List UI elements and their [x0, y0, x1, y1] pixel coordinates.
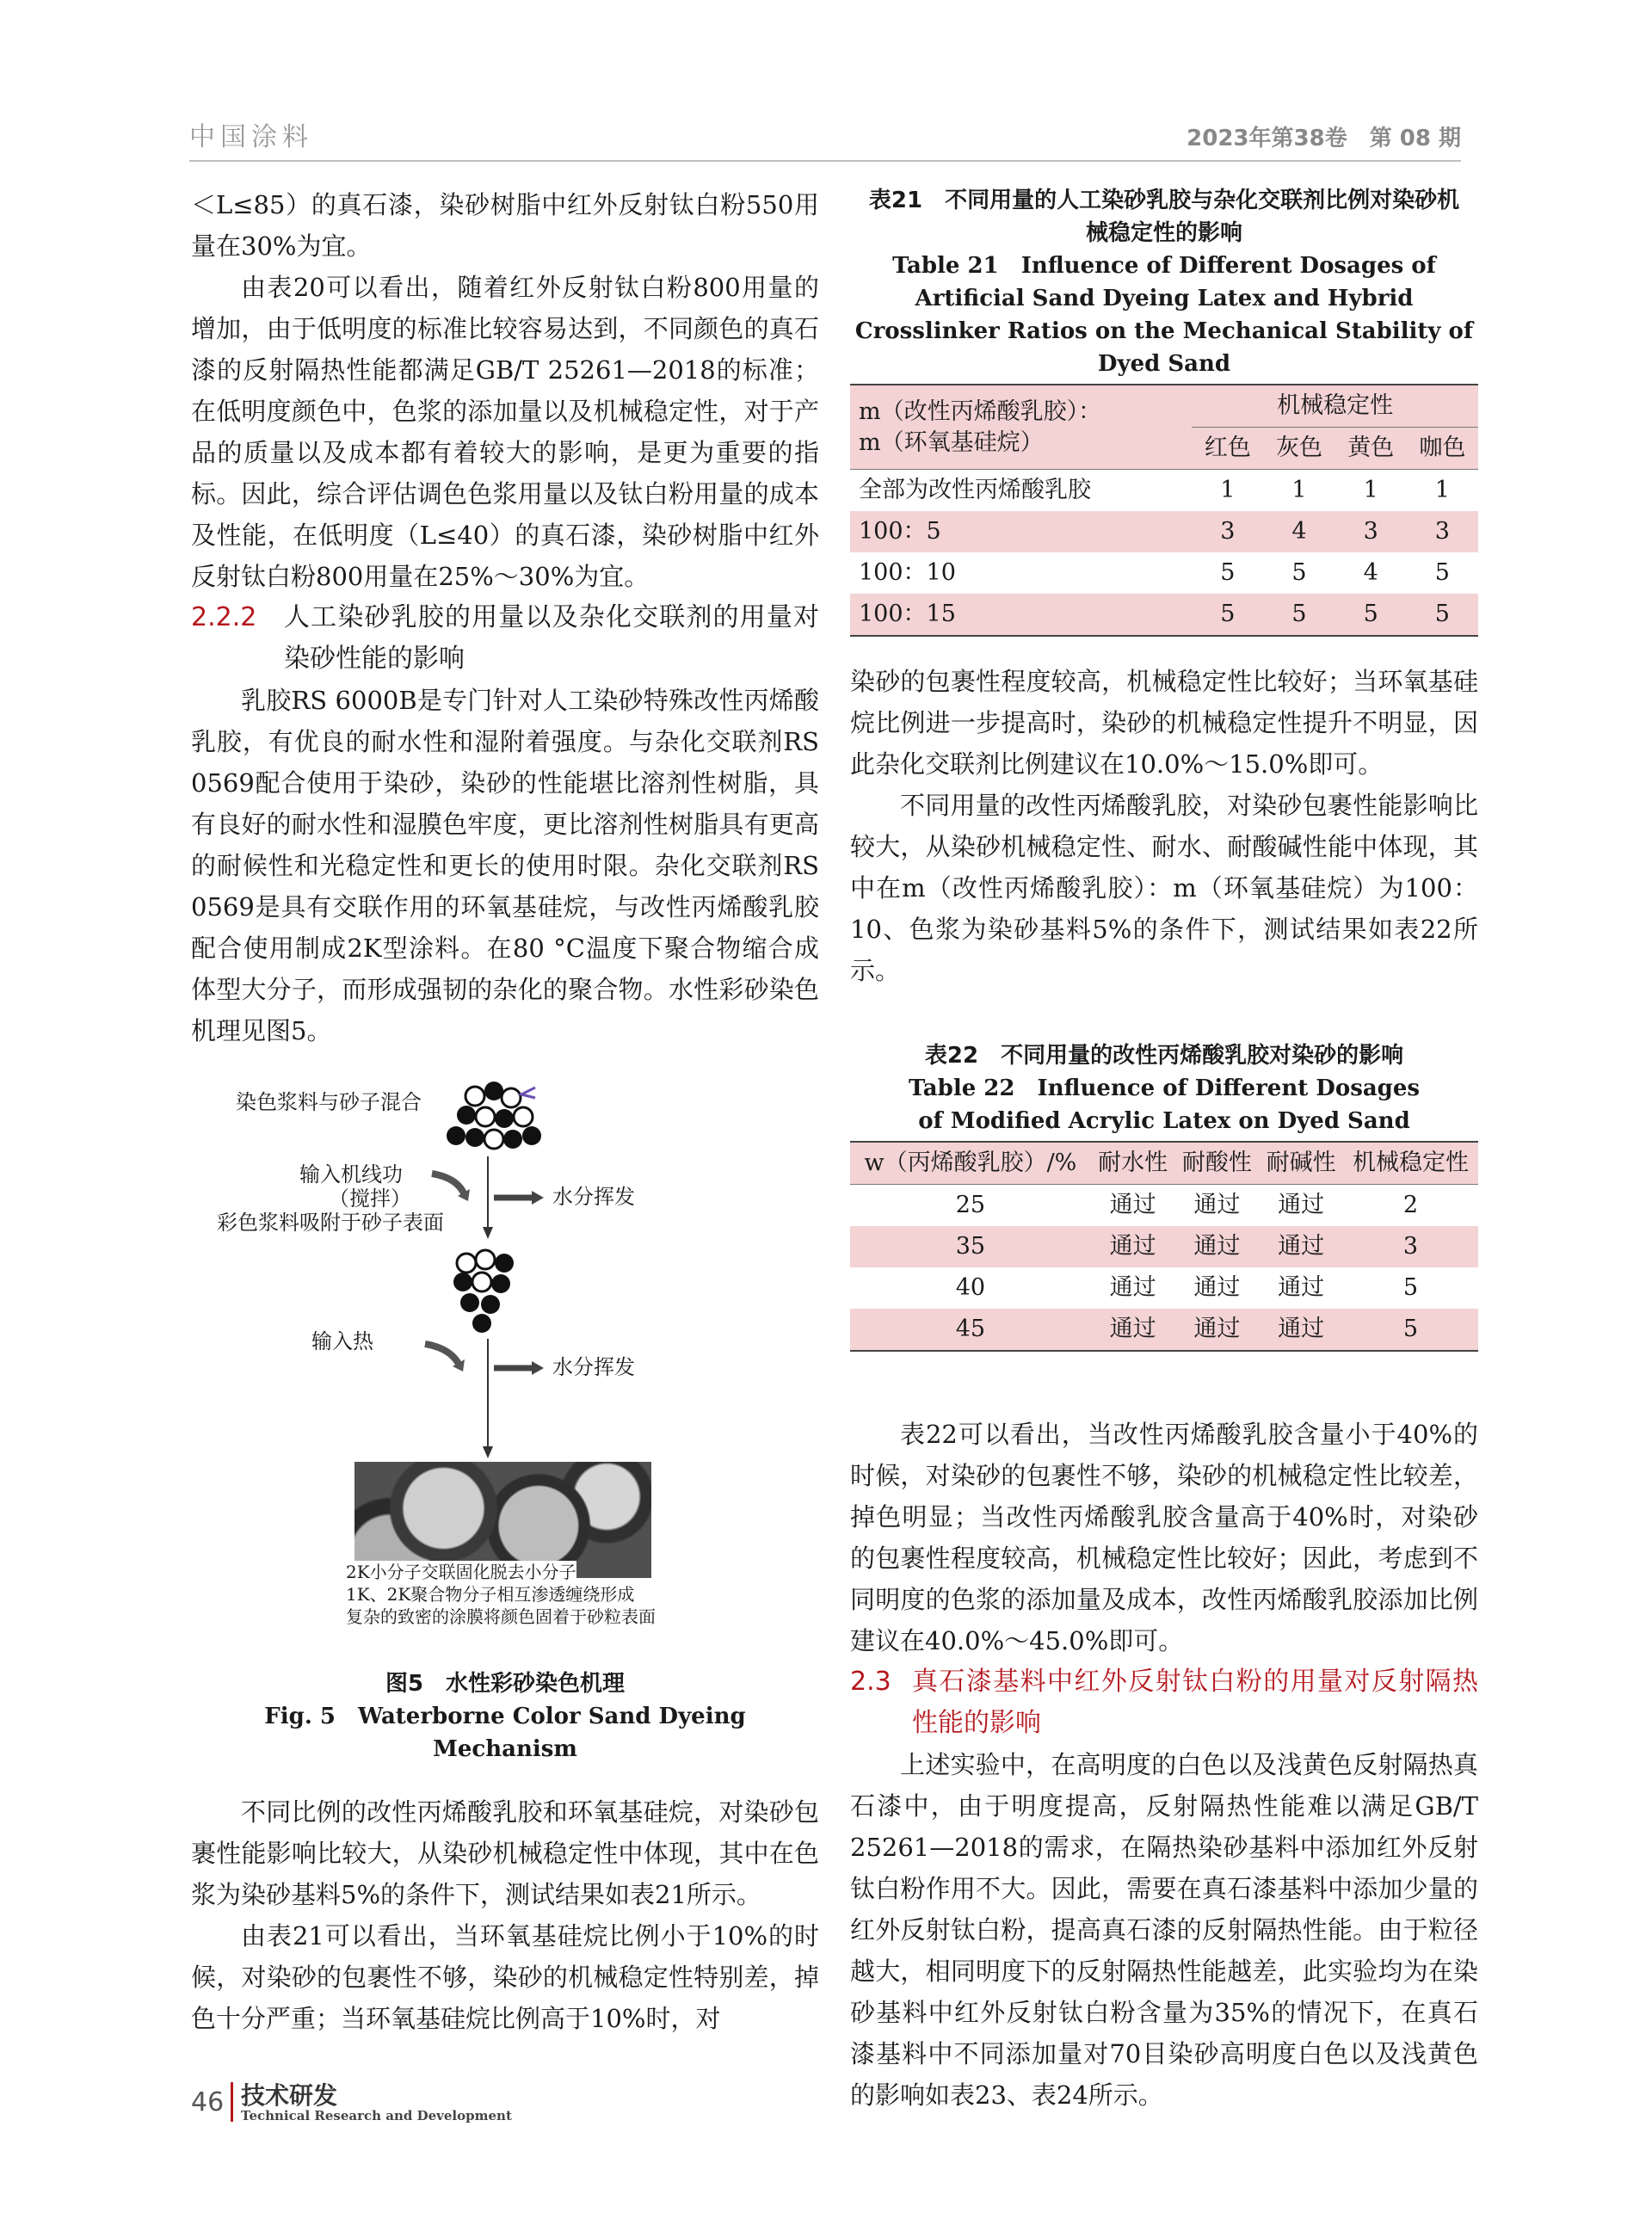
mechanism-diagram: [191, 1070, 819, 1466]
left-column: [191, 184, 819, 2039]
page-number: 46: [191, 2087, 225, 2117]
table22-col: 机械稳定性: [1343, 1142, 1478, 1185]
figure-5: [191, 1070, 819, 1664]
paragraph: 上述实验中，在高明度的白色以及浅黄色反射隔热真石漆中，由于明度提高，反射隔热性能难以满足GB/T 25261—2018的需求，在隔热染砂基料中添加红外反射钛白粉作用不大。因此，需要在真石漆基料中添加少量的红外反射钛白粉，提高真石漆的反射隔热性能。由于粒径越大，相同明度下的反射隔热性能越差，此实验均为在染砂基料中红外反射钛白粉含量为35%的情况下，在真石漆基料中不同添加量对70目染砂高明度白色以及浅黄色的影响如表23、表24所示。: [850, 1750, 1478, 2110]
table21-col: 黄色: [1335, 428, 1407, 470]
label-heat: 输入热: [311, 1329, 373, 1353]
section-heading: [850, 1661, 1478, 1744]
table21-caption-cn: 表21 不同用量的人工染砂乳胶与杂化交联剂比例对染砂机械稳定性的影响: [868, 188, 1460, 246]
table-21: [850, 384, 1478, 637]
figure-caption-cn: 图5 水性彩砂染色机理: [385, 1671, 626, 1697]
table-cell: 通过: [1193, 1274, 1241, 1301]
table-row: [850, 594, 1478, 636]
table-row: [850, 552, 1478, 594]
table-row: [850, 1309, 1478, 1351]
table-cell: 45: [850, 1309, 1091, 1351]
table-row: [850, 1226, 1478, 1267]
paragraph: ＜L≤85）的真石漆，染砂树脂中红外反射钛白粉550用量在30%为宜。: [191, 190, 819, 261]
footer-section-en: Technical Research and Development: [241, 2108, 512, 2123]
table-cell: 5: [1407, 594, 1478, 636]
table21-caption-en: Table 21 Influence of Different Dosages of Artificial Sand Dyeing Latex and Hybrid Crosslinker Ratios on the Mechanical Stability of Dyed Sand: [854, 253, 1474, 377]
table-cell: 40: [955, 1274, 986, 1301]
table-cell: 5: [1220, 559, 1236, 586]
table21-col: 灰色: [1263, 428, 1335, 470]
table21-header-ratio: [850, 385, 1192, 470]
paragraph: 染砂的包裹性程度较高，机械稳定性比较好；当环氧基硅烷比例进一步提高时，染砂的机械稳定性提升不明显，因此杂化交联剂比例建议在10.0%～15.0%即可。: [850, 667, 1478, 779]
table-cell: 1: [1220, 477, 1236, 503]
table-cell: 5: [1335, 594, 1407, 636]
section-number: 2.3: [850, 1667, 891, 1697]
label-evap-1: 水分挥发: [552, 1185, 635, 1209]
caption-line-3: 复杂的致密的涂膜将颜色固着于砂粒表面: [346, 1606, 656, 1627]
paragraph: 不同用量的改性丙烯酸乳胶，对染砂包裹性能影响比较大，从染砂机械稳定性、耐水、耐酸碱性能中体现，其中在m（改性丙烯酸乳胶）：m（环氧基硅烷）为100：10、色浆为染砂基料5%的条件下，测试结果如表22所示。: [850, 791, 1478, 985]
table-cell: 通过: [1259, 1226, 1343, 1267]
label-evap-2: 水分挥发: [552, 1355, 635, 1379]
table22-col: 耐碱性: [1259, 1142, 1343, 1185]
table-cell: 1: [1434, 477, 1450, 503]
section-heading: [191, 597, 819, 680]
table-cell: 通过: [1278, 1274, 1325, 1301]
table-cell: 4: [1263, 511, 1335, 552]
paragraph: 由表21可以看出，当环氧基硅烷比例小于10%的时候，对染砂的包裹性不够，染砂的机械稳定性特别差，掉色十分严重；当环氧基硅烷比例高于10%时，对: [191, 1921, 819, 2033]
header-rule: [189, 160, 1461, 162]
sand-cluster-top: [447, 1082, 541, 1149]
table-cell: 1: [1363, 477, 1378, 503]
table-cell: 通过: [1175, 1226, 1260, 1267]
table21-col: 红色: [1192, 428, 1263, 470]
table-cell: 1: [1291, 477, 1307, 503]
table-cell: 3: [1335, 511, 1407, 552]
table22-caption-cn: 表22 不同用量的改性丙烯酸乳胶对染砂的影响: [924, 1043, 1404, 1069]
table-cell: 通过: [1109, 1274, 1156, 1301]
table-cell: 35: [850, 1226, 1091, 1267]
table22-caption-en: Table 22 Influence of Different Dosages of Modified Acrylic Latex on Dyed Sand: [908, 1076, 1421, 1134]
table22-col: 耐水性: [1091, 1142, 1175, 1185]
table21-header-ratio-a: m（改性丙烯酸乳胶）：: [859, 398, 1102, 425]
paragraph: 不同比例的改性丙烯酸乳胶和环氧基硅烷，对染砂包裹性能影响比较大，从染砂机械稳定性中体现，其中在色浆为染砂基料5%的条件下，测试结果如表21所示。: [191, 1797, 819, 1909]
figure-caption-en: Fig. 5 Waterborne Color Sand Dyeing Mechanism: [264, 1704, 746, 1762]
table22-col: w（丙烯酸乳胶）/%: [850, 1142, 1091, 1185]
table-cell: 通过: [1175, 1309, 1260, 1351]
table-cell: 全部为改性丙烯酸乳胶: [859, 477, 1091, 503]
table-cell: 通过: [1109, 1192, 1156, 1218]
table-cell: 通过: [1091, 1309, 1175, 1351]
table-cell: 100：15: [850, 594, 1192, 636]
table21-header-group: 机械稳定性: [1192, 385, 1478, 428]
table-cell: 通过: [1278, 1192, 1325, 1218]
table-cell: 100：10: [859, 559, 956, 586]
table-cell: 5: [1434, 559, 1450, 586]
table-cell: 5: [1263, 594, 1335, 636]
section-title: 人工染砂乳胶的用量以及杂化交联剂的用量对染砂性能的影响: [284, 602, 819, 674]
table-cell: 4: [1363, 559, 1378, 586]
table-cell: 5: [1402, 1274, 1419, 1301]
label-input-mech: 输入机线功: [299, 1162, 403, 1186]
caption-line-1: 2K小分子交联固化脱去小分子: [346, 1562, 576, 1582]
paragraph: 表22可以看出，当改性丙烯酸乳胶含量小于40%的时候，对染砂的包裹性不够，染砂的机械稳定性比较差，掉色明显；当改性丙烯酸乳胶含量高于40%时，对染砂的包裹性程度较高，机械稳定性比较好；因此，考虑到不同明度的色浆的添加量及成本，改性丙烯酸乳胶添加比例建议在40.0%～45.0%即可。: [850, 1420, 1478, 1655]
paragraph: 乳胶RS 6000B是专门针对人工染砂特殊改性丙烯酸乳胶，有优良的耐水性和湿附着强度。与杂化交联剂RS 0569配合使用于染砂，染砂的性能堪比溶剂性树脂，具有良好的耐水性和湿膜色牢度，更比溶剂性树脂具有更高的耐候性和光稳定性和更长的使用时限。杂化交联剂RS 0569是具有交联作用的环氧基硅烷，与改性丙烯酸乳胶配合使用制成2K型涂料。在80 °C温度下聚合物缩合成体型大分子，而形成强韧的杂化的聚合物。水性彩砂染色机理见图5。: [191, 686, 819, 1045]
section-title: 真石漆基料中红外反射钛白粉的用量对反射隔热性能的影响: [912, 1667, 1478, 1738]
table-cell: 3: [1192, 511, 1263, 552]
label-adsorb: 彩色浆料吸附于砂子表面: [217, 1211, 444, 1235]
footer-divider: [231, 2082, 233, 2122]
table-cell: 3: [1343, 1226, 1478, 1267]
right-column: [850, 184, 1478, 2116]
table-row: [850, 1267, 1478, 1309]
section-number: 2.2.2: [191, 602, 257, 632]
table-cell: 5: [1192, 594, 1263, 636]
table21-header-ratio-b: m（环氧基硅烷）: [859, 428, 1044, 456]
table-cell: 通过: [1259, 1309, 1343, 1351]
table-cell: 100：5: [850, 511, 1192, 552]
table-cell: 25: [955, 1192, 986, 1218]
caption-line-2: 1K、2K聚合物分子相互渗透缠绕形成: [346, 1584, 635, 1605]
table-22: [850, 1141, 1478, 1352]
table-cell: 通过: [1091, 1226, 1175, 1267]
sand-cluster-middle: [453, 1250, 514, 1333]
label-stir: （搅拌）: [329, 1186, 411, 1211]
journal-name: 中国涂料: [189, 122, 313, 152]
table-row: [850, 511, 1478, 552]
table-cell: 2: [1402, 1192, 1419, 1218]
issue-info: 2023年第38卷 第 08 期: [1187, 126, 1461, 151]
footer-section-cn: 技术研发: [241, 2081, 338, 2110]
table-cell: 5: [1291, 559, 1307, 586]
table-cell: 5: [1343, 1309, 1478, 1351]
table22-col: 耐酸性: [1175, 1142, 1260, 1185]
table-cell: 通过: [1193, 1192, 1241, 1218]
table-row: [850, 1185, 1478, 1227]
paragraph: 由表20可以看出，随着红外反射钛白粉800用量的增加，由于低明度的标准比较容易达到，不同颜色的真石漆的反射隔热性能都满足GB/T 25261—2018的标准；在低明度颜色中，色浆的添加量以及机械稳定性，对于产品的质量以及成本都有着较大的影响，是更为重要的指标。因此，综合评估调色色浆用量以及钛白粉用量的成本及性能，在低明度（L≤40）的真石漆，染砂树脂中红外反射钛白粉800用量在25%～30%为宜。: [191, 273, 819, 591]
table-cell: 3: [1407, 511, 1478, 552]
label-mix: 染色浆料与砂子混合: [236, 1090, 422, 1114]
table-row: [850, 470, 1478, 512]
table21-col: 咖色: [1407, 428, 1478, 470]
